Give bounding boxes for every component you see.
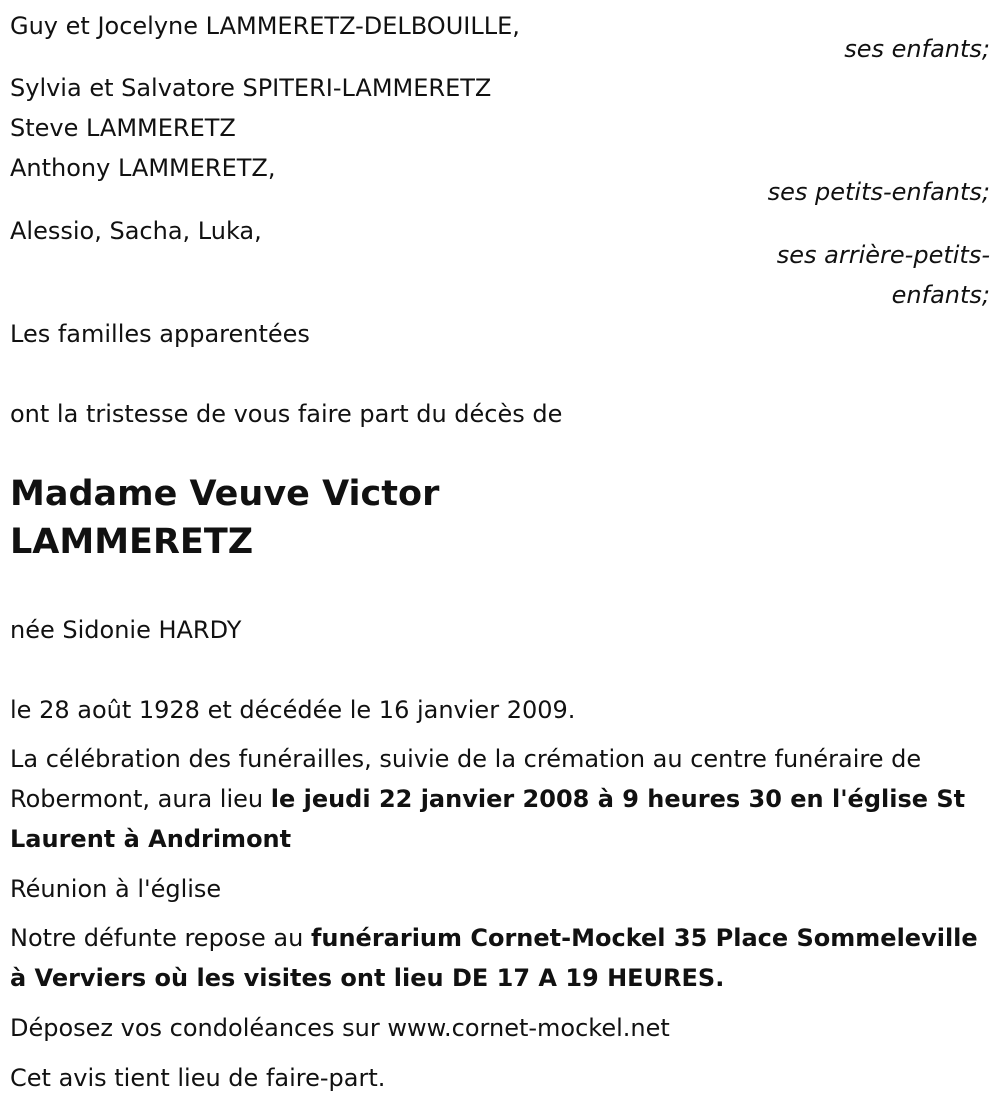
funerarium-details: funérarium Cornet-Mockel 35 Place Sommeleville à Verviers où les visites ont lieu DE 17 A 19 HEURES. — [10, 924, 978, 992]
great-grandchildren-role-line1: ses arrière-petits- — [776, 241, 990, 269]
rest-details — [10, 918, 995, 998]
funeral-date-location: le jeudi 22 janvier 2008 à 9 heures 30 en l'église St Laurent à Andrimont — [10, 785, 966, 853]
children-role: ses enfants; — [844, 35, 990, 63]
notice-line: Cet avis tient lieu de faire-part. — [10, 1064, 386, 1092]
great-grandchildren-names: Alessio, Sacha, Luka, — [10, 217, 262, 245]
children-names: Guy et Jocelyne LAMMERETZ-DELBOUILLE, — [10, 12, 520, 40]
funeral-details — [10, 739, 995, 859]
grandchild-line: Steve LAMMERETZ — [10, 114, 236, 142]
meeting-line: Réunion à l'église — [10, 875, 222, 903]
rest-intro-text: Notre défunte repose au — [10, 924, 311, 952]
relatives-line: Les familles apparentées — [10, 320, 310, 348]
deceased-name-line1: Madame Veuve Victor — [10, 474, 440, 514]
condolences-line: Déposez vos condoléances sur www.cornet-mockel.net — [10, 1014, 670, 1042]
announcement-line: ont la tristesse de vous faire part du décès de — [10, 400, 563, 428]
deceased-name-line2: LAMMERETZ — [10, 522, 254, 562]
grandchild-line: Anthony LAMMERETZ, — [10, 154, 276, 182]
funeral-intro-text: La célébration des funérailles, suivie de la crémation au centre funéraire de Robermont, aura lieu — [10, 745, 922, 813]
great-grandchildren-role-line2: enfants; — [891, 281, 990, 309]
life-dates: le 28 août 1928 et décédée le 16 janvier 2009. — [10, 696, 576, 724]
grandchild-line: Sylvia et Salvatore SPITERI-LAMMERETZ — [10, 74, 492, 102]
grandchildren-role: ses petits-enfants; — [767, 178, 990, 206]
maiden-name: née Sidonie HARDY — [10, 616, 242, 644]
